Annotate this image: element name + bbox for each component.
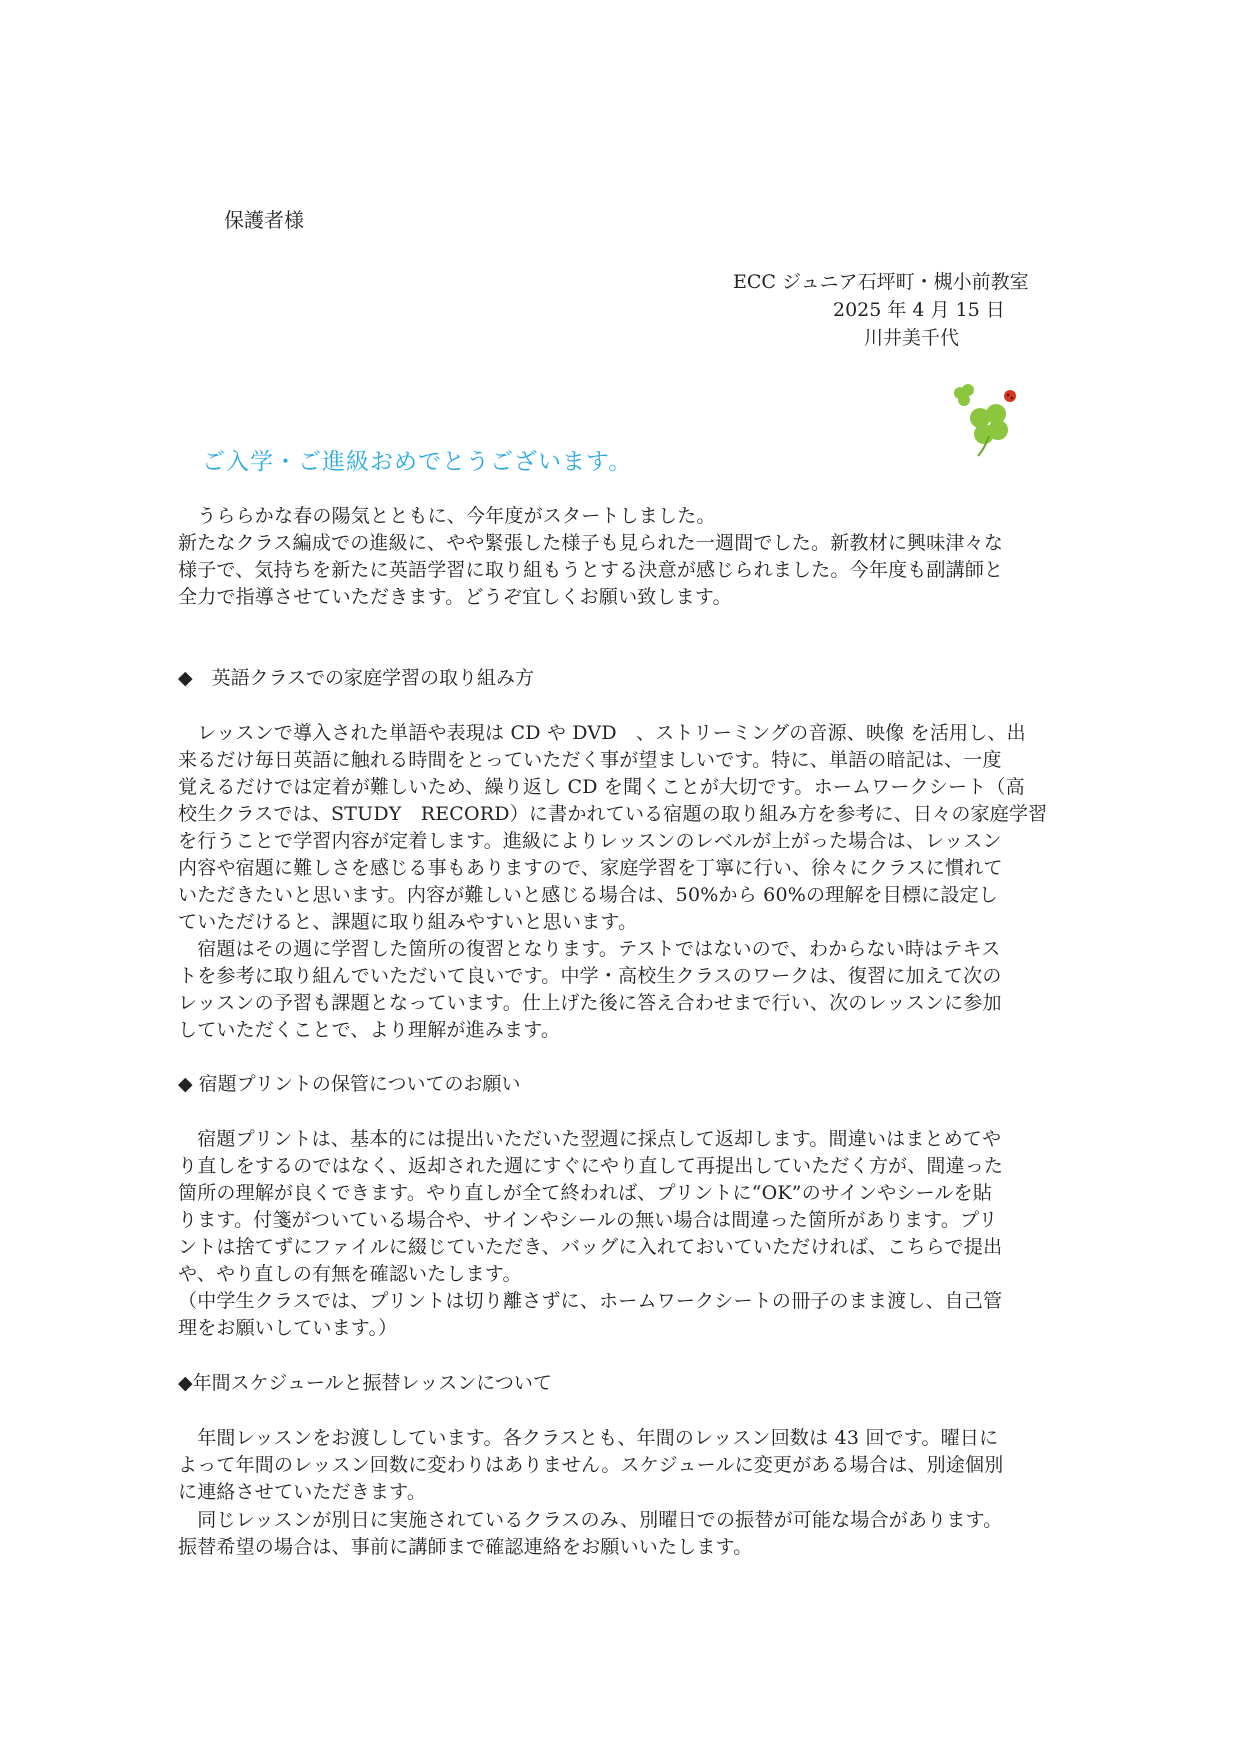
section3-line: 同じレッスンが別日に実施されているクラスのみ、別曜日での振替が可能な場合があります。 [178, 1509, 1003, 1531]
sender-school: ECC ジュニア石坪町・槻小前教室 [733, 271, 1029, 293]
section2-line: 宿題プリントは、基本的には提出いただいた翌週に採点して返却します。間違いはまとめてや [178, 1128, 1002, 1150]
section1-line: 校生クラスでは、STUDY RECORD）に書かれている宿題の取り組み方を参考に、日々の家庭学習 [178, 803, 1048, 825]
section3-line: 年間レッスンをお渡ししています。各クラスとも、年間のレッスン回数は 43 回です。曜日に [178, 1427, 999, 1449]
intro-line: 様子で、気持ちを新たに英語学習に取り組もうとする決意が感じられました。今年度も副講師と [178, 559, 1004, 581]
section1-line: いただきたいと思います。内容が難しいと感じる場合は、50%から 60%の理解を目標に設定し [178, 884, 998, 906]
section1-line: 覚えるだけでは定着が難しいため、繰り返し CD を聞くことが大切です。ホームワークシート（高 [178, 776, 1025, 798]
section-heading-homework-storage: ◆ 宿題プリントの保管についてのお願い [178, 1073, 521, 1095]
section1-line: レッスンで導入された単語や表現は CD や DVD 、ストリーミングの音源、映像 を活用し、出 [178, 722, 1026, 744]
section2-line: ります。付箋がついている場合や、サインやシールの無い場合は間違った箇所があります。プリ [178, 1209, 998, 1231]
section2-line: 理をお願いしています。） [178, 1317, 398, 1339]
section2-line: 箇所の理解が良くできます。やり直しが全て終われば、プリントに“OK”のサインやシールを貼 [178, 1182, 993, 1204]
section1-line: 宿題はその週に学習した箇所の復習となります。テストではないので、わからない時はテキス [178, 938, 1001, 960]
intro-line: 新たなクラス編成での進級に、やや緊張した様子も見られた一週間でした。新教材に興味津々な [178, 532, 1004, 554]
intro-line: うららかな春の陽気とともに、今年度がスタートしました。 [178, 505, 716, 527]
section1-line: トを参考に取り組んでいただいて良いです。中学・高校生クラスのワークは、復習に加えて次の [178, 965, 1002, 987]
section-heading-schedule: ◆年間スケジュールと振替レッスンについて [178, 1372, 552, 1394]
intro-line: 全力で指導させていただきます。どうぞ宜しくお願い致します。 [178, 586, 732, 608]
section2-line: や、やり直しの有無を確認いたします。 [178, 1263, 522, 1285]
section3-line: よって年間のレッスン回数に変わりはありません。スケジュールに変更がある場合は、別途個別 [178, 1454, 1004, 1476]
greeting-title: ご入学・ご進級おめでとうございます。 [202, 449, 633, 475]
section3-line: 振替希望の場合は、事前に講師まで確認連絡をお願いいたします。 [178, 1536, 753, 1558]
section3-line: に連絡させていただきます。 [178, 1481, 427, 1503]
sender-date: 2025 年 4 月 15 日 [833, 299, 1005, 321]
section1-line: ていただけると、課題に取り組みやすいと思います。 [178, 911, 638, 933]
section2-line: り直しをするのではなく、返却された週にすぐにやり直して再提出していただく方が、間違った [178, 1155, 1004, 1177]
section1-line: 内容や宿題に難しさを感じる事もありますので、家庭学習を丁寧に行い、徐々にクラスに慣れて [178, 857, 1003, 879]
section1-line: 来るだけ毎日英語に触れる時間をとっていただく事が望ましいです。特に、単語の暗記は、一度 [178, 749, 1002, 771]
sender-teacher: 川井美千代 [864, 327, 960, 349]
section1-line: を行うことで学習内容が定着します。進級によりレッスンのレベルが上がった場合は、レッスン [178, 830, 1002, 852]
section2-line: ントは捨てずにファイルに綴じていただき、バッグに入れておいていただければ、こちらで提出 [178, 1236, 1003, 1258]
section1-line: していただくことで、より理解が進みます。 [178, 1019, 561, 1041]
section1-line: レッスンの予習も課題となっています。仕上げた後に答え合わせまで行い、次のレッスンに参加 [178, 992, 1002, 1014]
section2-line: （中学生クラスでは、プリントは切り離さずに、ホームワークシートの冊子のまま渡し、自己管 [178, 1290, 1003, 1312]
recipient: 保護者様 [224, 208, 304, 232]
section-heading-home-study: ◆ 英語クラスでの家庭学習の取り組み方 [178, 667, 535, 689]
clover-ladybug-icon [940, 378, 1020, 458]
